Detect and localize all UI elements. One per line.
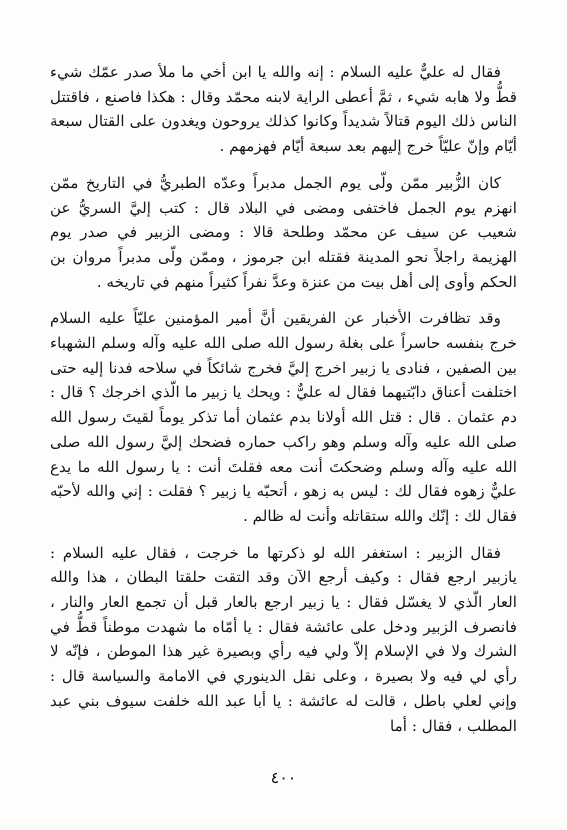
body-text bbox=[50, 60, 517, 738]
page-number: ٤٠٠ bbox=[270, 768, 297, 787]
paragraph: وقد تظافرت الأخبار عن الفريقين أنَّ أمير المؤمنين عليّاً عليه السلام خرج بنفسه حاسراً على بغلة رسول الله صلى الله عليه وآله وسلم الشهباء بين الصفين ، فنادى يا زبير اخرج إليَّ فخرج شائكاً في سلاحه فدنا إليه حتى اختلفت أعناق دابّتيهما فقال له عليٌّ : ويحك يا زبير ما الّذي اخرجك ؟ قال : دم عثمان . قال : قتل الله أولانا بدم عثمان أما تذكر يوماً لقيتَ رسول الله صلى الله عليه وآله وسلم وهو راكب حماره فضحك إليَّ رسول الله صلى الله عليه وآله وسلم وضحكتَ أنت معه فقلتَ أنت : يا رسول الله ما يدع عليٌّ زهوه فقال لك : ليس به زهو ، أتحبّه يا زبير ؟ فقلت : إني والله لأحبّه فقال لك : إنّك والله ستقاتله وأنت له ظالم . bbox=[50, 309, 517, 525]
paragraph: كان الزُّبير ممّن ولّى يوم الجمل مدبراً وعدّه الطبريُّ في التاريخ ممّن انهزم يوم الجمل فاختفى ومضى في البلاد قال : كتب إليَّ السريُّ عن شعيب عن سيف عن محمّد وطلحة قالا : ومضى الزبير في صدر يوم الهزيمة راجلاً نحو المدينة فقتله ابن جرموز ، وممّن ولّى مدبراً مروان بن الحكم وأوى إلى أهل بيت من عنزة وعدَّ نفراً كثيراً منهم في تاريخه . bbox=[50, 173, 517, 291]
paragraph: فقال له عليٌّ عليه السلام : إنه والله يا ابن أخي ما ملأ صدر عمّك شيء قطُّ ولا هابه شيء ، ثمَّ أعطى الراية لابنه محمّد وقال : هكذا فاصنع ، فاقتتل الناس ذلك اليوم قتالاً شديداً وكانوا كذلك يروحون ويغدون على القتال سبعة أيّام وإنّ عليّاً خرج إليهم بعد سبعة أيّام فهزمهم . bbox=[50, 63, 517, 156]
paragraph: فقال الزبير : استغفر الله لو ذكرتها ما خرجت ، فقال عليه السلام : يازبير ارجع فقال : وكيف أرجع الآن وقد التقت حلقتا البطان ، هذا والله العار الّذي لا يغسّل فقال : يا زبير ارجع بالعار قبل أن تجمع العار والنار ، فانصرف الزبير ودخل على عائشة فقال : يا أمّاه ما شهدت موطناً قطُّ في الشرك ولا في الإسلام إلاّ ولي فيه رأي وبصيرة غير هذا الموطن ، فإنّه لا رأي لي فيه ولا بصيرة ، وعلى نقل الدينوري في الامامة والسياسة قال : وإني لعلي باطل ، قالت له عائشة : يا أبا عبد الله خلفت سيوف بني عبد المطلب ، فقال : أما bbox=[50, 543, 517, 735]
